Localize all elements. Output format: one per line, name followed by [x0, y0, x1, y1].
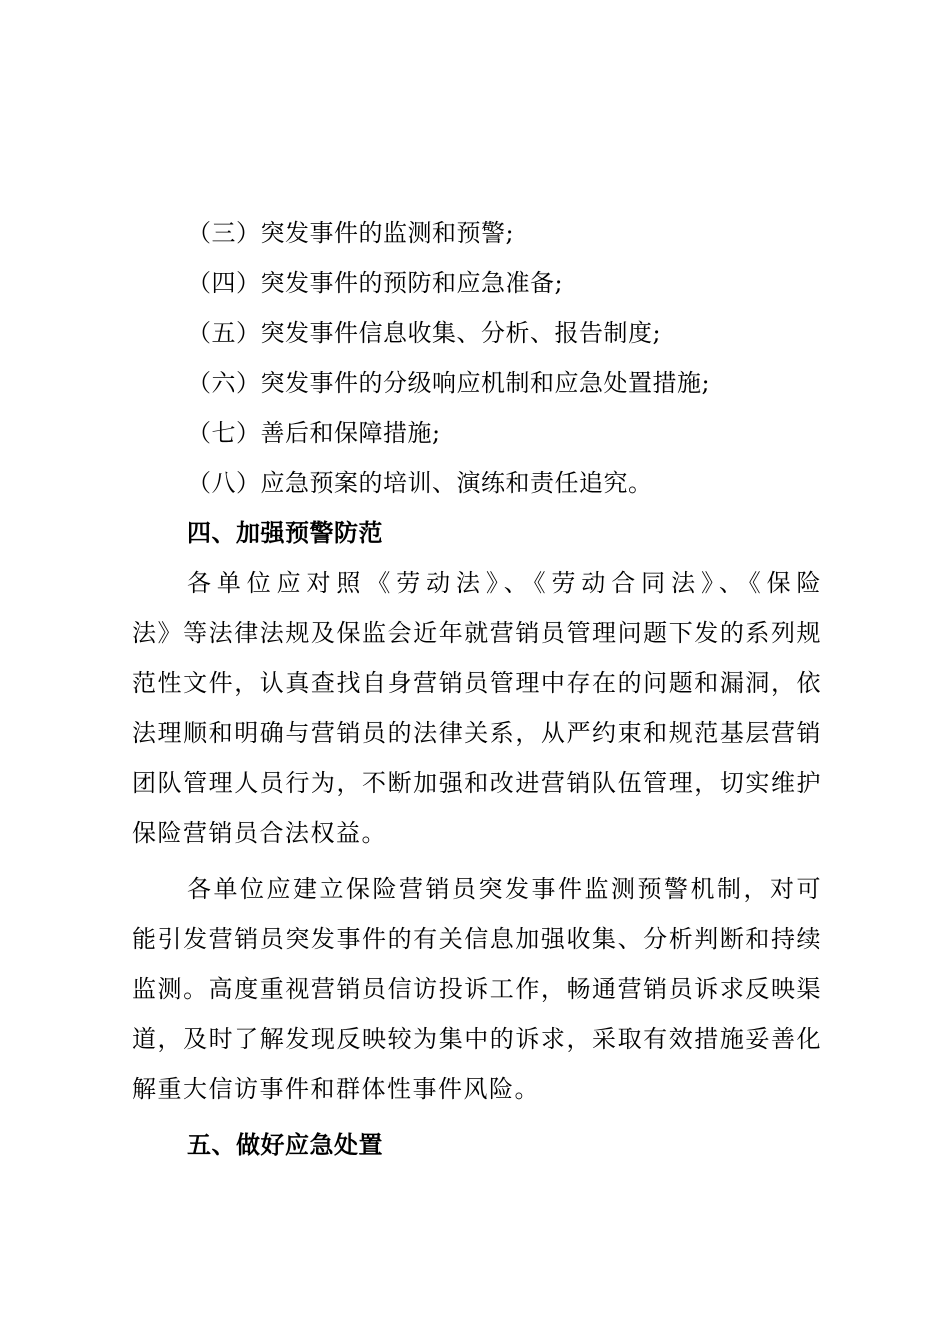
paragraph-2-line: 各单位应建立保险营销员突发事件监测预警机制，对可 [187, 875, 822, 903]
paragraph-1-line: 法理顺和明确与营销员的法律关系，从严约束和规范基层营销 [132, 719, 822, 747]
paragraph-1-line: 各单位应对照《劳动法》、《劳动合同法》、《保险 [187, 569, 822, 597]
paragraph-1-line: 团队管理人员行为，不断加强和改进营销队伍管理，切实维护 [132, 769, 822, 797]
list-item: （六）突发事件的分级响应机制和应急处置措施; [187, 369, 711, 397]
paragraph-1-line: 范性文件，认真查找自身营销员管理中存在的问题和漏洞，依 [132, 669, 822, 697]
section-heading-5: 五、做好应急处置 [187, 1131, 383, 1159]
list-item: （四）突发事件的预防和应急准备; [187, 269, 564, 297]
list-item: （七）善后和保障措施; [187, 419, 441, 447]
paragraph-2-line: 监测。高度重视营销员信访投诉工作，畅通营销员诉求反映渠 [132, 975, 822, 1003]
paragraph-2-line: 能引发营销员突发事件的有关信息加强收集、分析判断和持续 [132, 925, 822, 953]
section-heading-4: 四、加强预警防范 [187, 519, 383, 547]
paragraph-2-line: 解重大信访事件和群体性事件风险。 [132, 1075, 540, 1103]
paragraph-1-line: 保险营销员合法权益。 [132, 819, 387, 847]
paragraph-1-line: 法》等法律法规及保监会近年就营销员管理问题下发的系列规 [132, 619, 822, 647]
list-item: （三）突发事件的监测和预警; [187, 219, 515, 247]
paragraph-2-line: 道，及时了解发现反映较为集中的诉求，采取有效措施妥善化 [132, 1025, 822, 1053]
document-body [132, 208, 822, 1170]
list-item: （八）应急预案的培训、演练和责任追究。 [187, 469, 653, 497]
list-item: （五）突发事件信息收集、分析、报告制度; [187, 319, 662, 347]
